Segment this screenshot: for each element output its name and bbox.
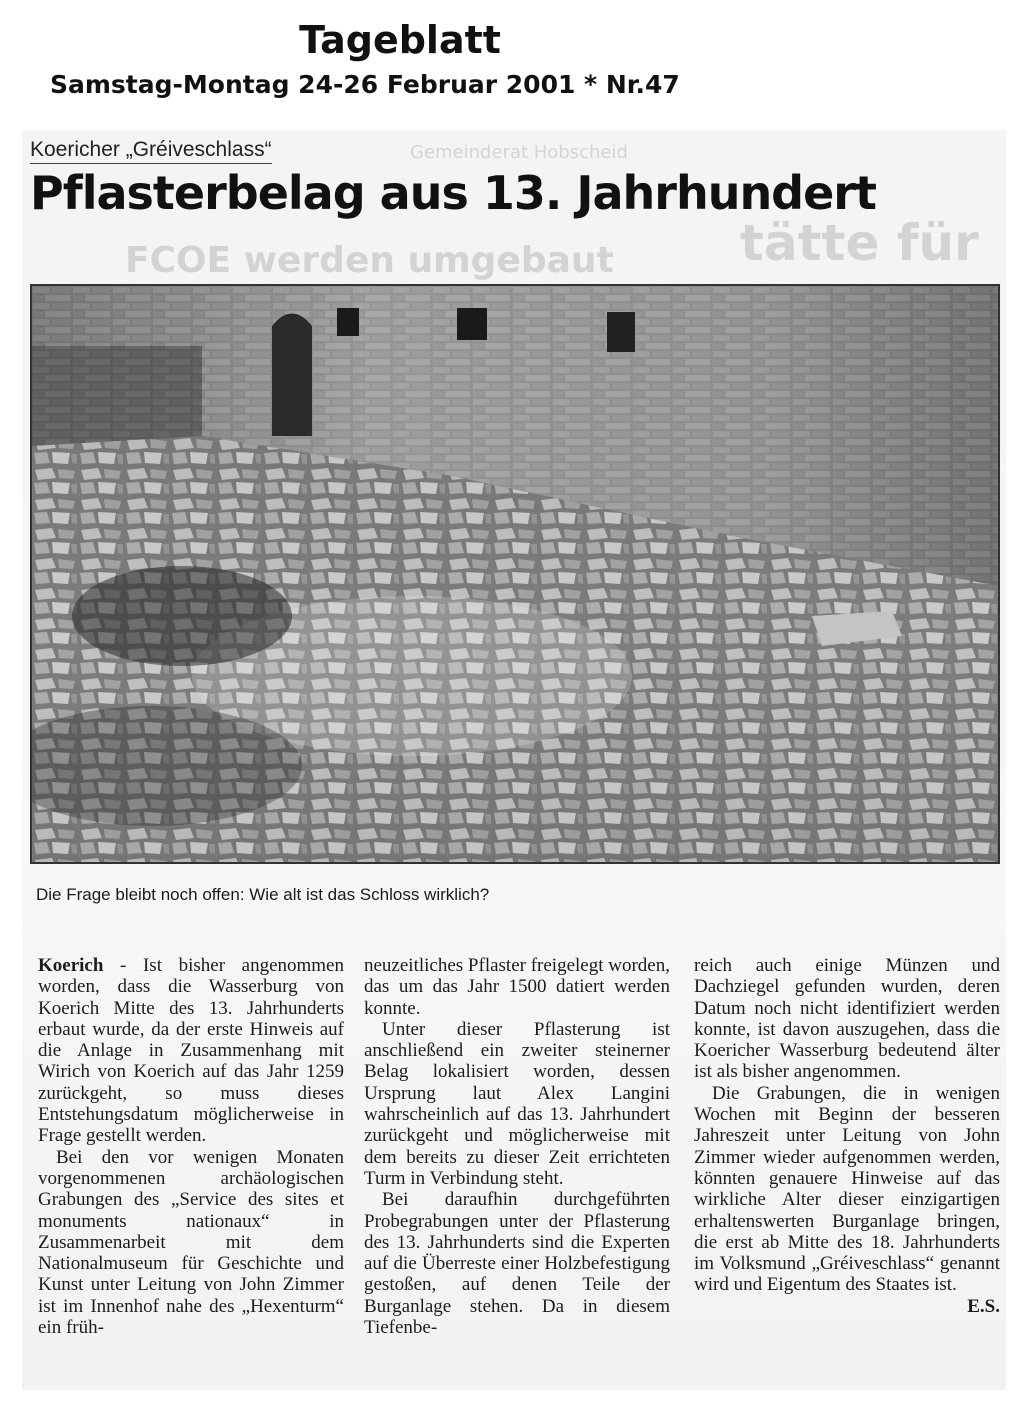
photo-caption: Die Frage bleibt noch offen: Wie alt ist das Schloss wirklich? — [36, 885, 490, 904]
masthead-issue-line: Samstag-Montag 24-26 Februar 2001 * Nr.47 — [50, 70, 680, 99]
paragraph-text: - Ist bisher angenommen worden, dass die Wasserburg von Koerich Mitte des 13. Jahrhunderts erbaut wurde, da der erste Hinweis auf die Anlage in Zusammenhang mit Wirich von Koerich auf das Jahr 1259 zurückgeht, so muss dieses Entstehungsdatum möglicherweise in Frage gestellt werden. — [38, 955, 344, 1147]
article-paragraph-7 — [694, 1082, 1000, 1317]
article-paragraph-5: Bei daraufhin durchgeführten Probegrabungen unter der Pflasterung des 13. Jahrhunderts sind die Experten auf die Überreste einer Holzbefestigung gestoßen, auf denen Teile der Burganlage stehen. Da in diesem Tiefenbe- — [364, 1189, 670, 1339]
article-column-3 — [694, 955, 1000, 1317]
bleedthrough-top-line: Gemeinderat Hobscheid — [410, 142, 628, 163]
paragraph-text: Die Grabungen, die in wenigen Wochen mit Beginn der besseren Jahreszeit unter Leitung von John Zimmer wieder aufgenommen werden, könnten genauere Hinweise auf das wirkliche Alter dieser einzigartigen erhaltenswerten Burganlage bringen, die erst ab Mitte des 18. Jahrhunderts im Volksmund „Gréiveschlass“ genannt wird und Eigentum des Staates ist. — [694, 1082, 1000, 1296]
article-headline: Pflasterbelag aus 13. Jahrhundert — [30, 166, 876, 220]
masthead-title: Tageblatt — [299, 18, 501, 62]
dateline: Koerich — [38, 955, 104, 976]
article-column-1 — [38, 955, 344, 1338]
article-kicker: Koericher „Gréiveschlass“ — [30, 138, 272, 164]
article-column-2 — [364, 955, 670, 1338]
article-paragraph-2: Bei den vor wenigen Monaten vorgenommenen archäologischen Grabungen des „Service des sites et monuments nationaux“ in Zusammenarbeit mit dem Nationalmuseum für Geschichte und Kunst unter Leitung von John Zimmer ist im Innenhof nahe des „Hexenturm“ ein früh- — [38, 1146, 344, 1339]
article-paragraph-6: reich auch einige Münzen und Dachziegel gefunden wurden, deren Datum noch nicht identifiziert werden konnte, ist davon auszugehen, dass die Koericher Wasserburg bedeutend älter ist als bisher angenommen. — [694, 955, 1000, 1083]
article-paragraph-4: Unter dieser Pflasterung ist anschließend ein zweiter steinerner Belag lokalisiert worden, dessen Ursprung laut Alex Langini wahrscheinlich auf das 13. Jahrhundert zurückgeht und möglicherweise mit dem bereits zu dieser Zeit errichteten Turm in Verbindung steht. — [364, 1018, 670, 1189]
author-signature: E.S. — [967, 1295, 1000, 1317]
article-paragraph-3: neuzeitliches Pflaster freigelegt worden, das um das Jahr 1500 datiert werden konnte. — [364, 955, 670, 1019]
article-paragraph-1 — [38, 955, 344, 1147]
article-photo — [30, 284, 1000, 864]
bleedthrough-faint-headline: FCOE werden umgebaut — [125, 240, 614, 281]
bleedthrough-right-fragment: tätte für — [740, 214, 979, 272]
